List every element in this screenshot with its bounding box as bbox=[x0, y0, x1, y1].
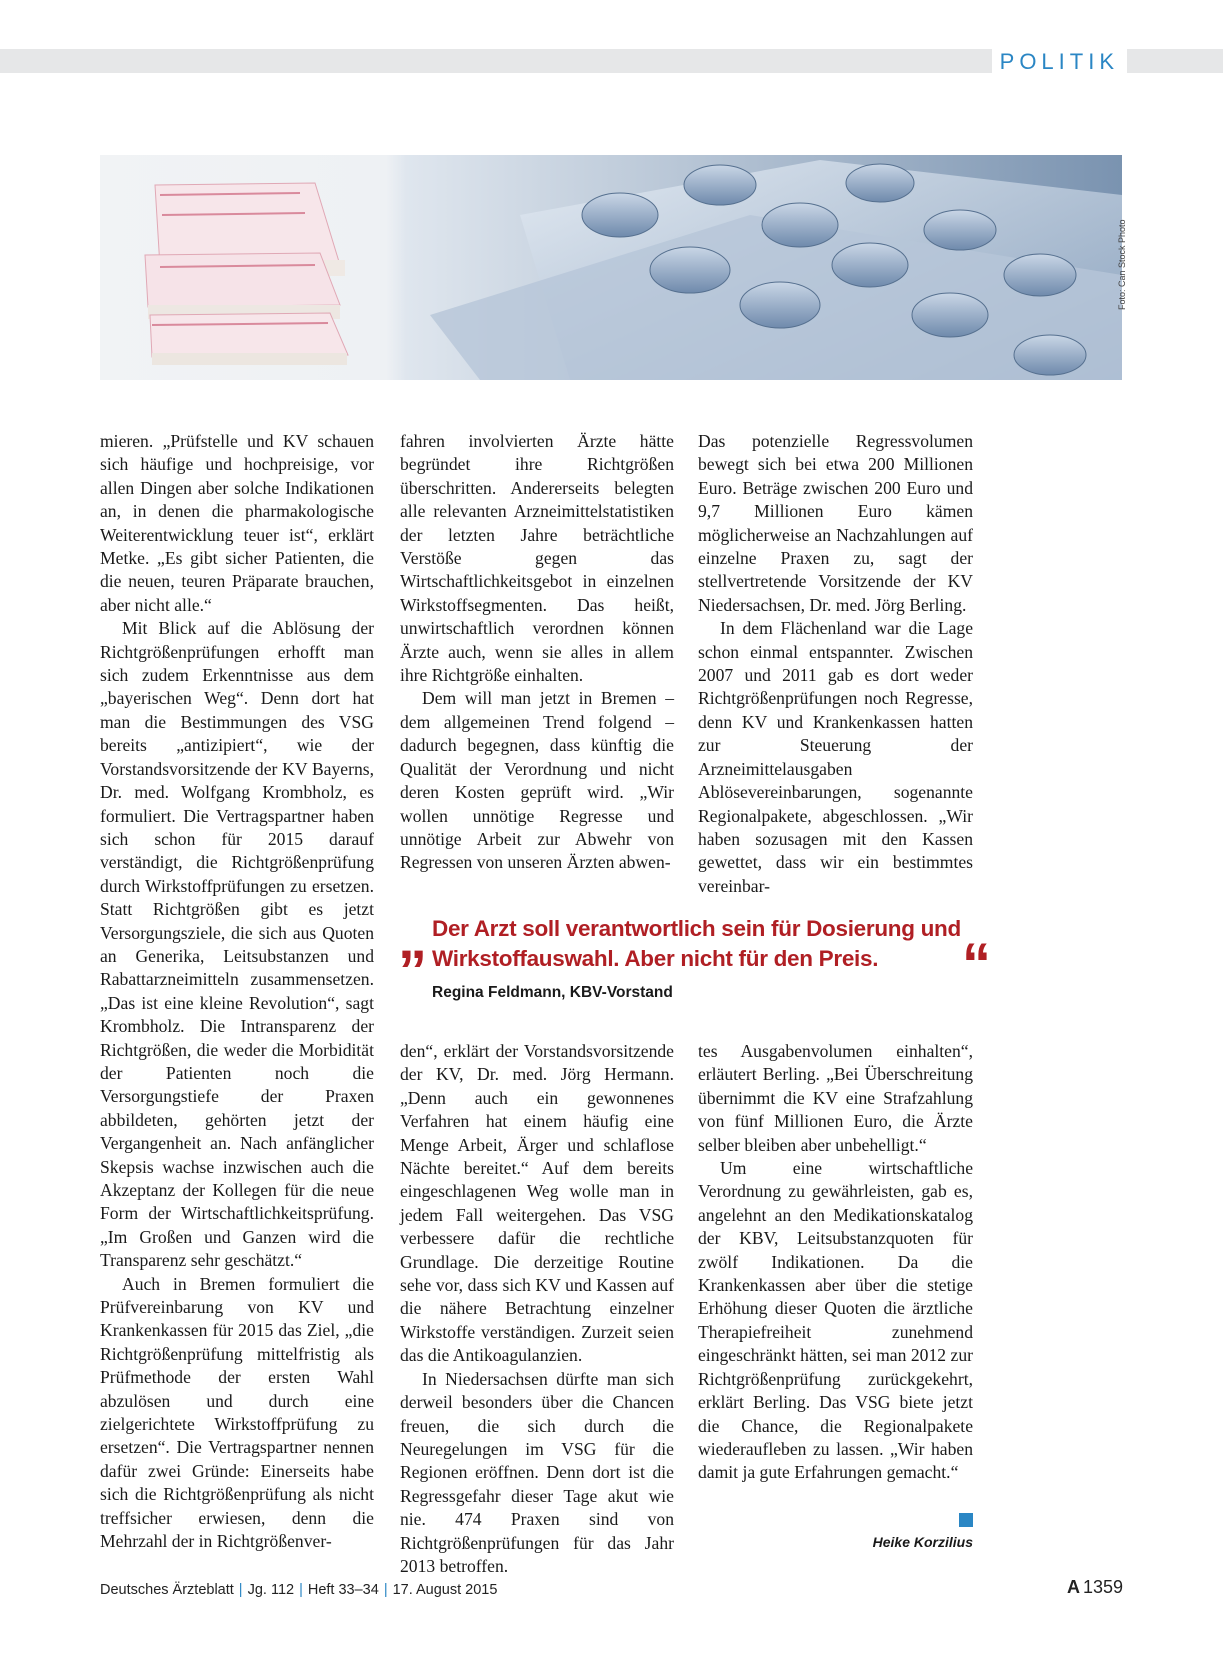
author-name: Heike Korzilius bbox=[872, 1534, 973, 1550]
separator: | bbox=[238, 1582, 243, 1598]
pull-quote-text: Der Arzt soll verantwortlich sein für Dosierung und Wirkstoffauswahl. Aber nicht für den Preis. bbox=[432, 916, 961, 971]
paragraph: Das potenzielle Regressvolumen bewegt sich bei etwa 200 Millionen Euro. Beträge zwischen 200 Euro und 9,7 Millionen Euro kämen möglicherweise an Nachzahlungen auf einzelne Praxen zu, sagt der stellvertretende Vorsitzende der KV Niedersachsen, Dr. med. Jörg Berling. bbox=[698, 431, 973, 615]
article-column-3-top bbox=[698, 430, 973, 898]
opening-quote-mark: „ bbox=[398, 906, 427, 971]
article-column-2-bottom bbox=[400, 1040, 674, 1578]
paragraph: Mit Blick auf die Ablösung der Richtgrößenprüfungen erhofft man sich zudem Erkenntnisse aus dem „bayerischen Weg“. Denn dort hat man die Bestimmungen des VSG bereits „antizipiert“, wie der Vorstandsvorsitzende der KV Bayerns, Dr. med. Wolfgang Krombholz, es formuliert. Die Vertragspartner haben sich schon für 2015 darauf verständigt, die Richtgrößenprüfung durch Wirkstoffprüfungen zu ersetzen. Statt Richtgrößen gibt es jetzt Versorgungsziele, die sich aus Quoten an Generika, Leitsubstanzen und Rabattarzneimitteln zusammensetzen. „Das ist eine kleine Revolution“, sagt Krombholz. Die Intransparenz der Richtgrößen, die weder die Morbidität der Patienten noch die Versorgungstiefe der Praxen abbildeten, gehörten jetzt der Vergangenheit an. Nach anfänglicher Skepsis wachse inzwischen auch die Akzeptanz der Kollegen für die neue Form der Wirtschaftlichkeitsprüfung. „Im Großen und Ganzen wird die Transparenz sehr geschätzt.“ bbox=[100, 618, 374, 1271]
paragraph: Dem will man jetzt in Bremen – dem allgemeinen Trend folgend – dadurch begegnen, dass künftig die Qualität der Verordnung und nicht deren Kosten geprüft wird. „Wir wollen unnötige Regresse und unnötige Arbeit zur Abwehr von Regressen von unseren Ärzten abwen- bbox=[400, 688, 674, 873]
footer bbox=[100, 1582, 497, 1598]
separator: | bbox=[383, 1582, 388, 1598]
paragraph: fahren involvierten Ärzte hätte begründet ihre Richtgrößen überschritten. Andererseits belegten alle relevanten Arzneimittelstatistiken der letzten Jahre beträchtliche Verstöße gegen das Wirtschaftlichkeitsgebot in einzelnen Wirkstoffsegmenten. Das heißt, unwirtschaftlich verordnen können Ärzte auch, wenn sie alles in allem ihre Richtgröße einhalten. bbox=[400, 431, 674, 686]
article-end-marker bbox=[959, 1513, 973, 1527]
pull-quote-source: Regina Feldmann, KBV-Vorstand bbox=[432, 984, 673, 1001]
publication-name: Deutsches Ärzteblatt bbox=[100, 1582, 234, 1598]
paragraph: den“, erklärt der Vorstandsvorsitzende der KV, Dr. med. Jörg Hermann. „Denn auch ein gewonnenes Verfahren hat einem häufig eine Menge Arbeit, Ärger und schlaflose Nächte bereitet.“ Auf dem bereits eingeschlagenen Weg wolle man in jedem Fall weitergehen. Das VSG verbessere dafür die rechtliche Grundlage. Die derzeitige Routine sehe vor, dass sich KV und Kassen auf die nähere Betrachtung einzelner Wirkstoffe verständigen. Zurzeit seien das die Antikoagulanzien. bbox=[400, 1041, 674, 1366]
section-label: POLITIK bbox=[992, 48, 1127, 76]
paragraph: tes Ausgabenvolumen einhalten“, erläutert Berling. „Bei Überschreitung übernimmt die KV eine Strafzahlung von fünf Millionen Euro, die Ärzte selber bleiben aber unbehelligt.“ bbox=[698, 1041, 973, 1155]
paragraph: In dem Flächenland war die Lage schon einmal entspannter. Zwischen 2007 und 2011 gab es dort weder Richtgrößenprüfungen noch Regresse, denn KV und Krankenkassen hatten zur Steuerung der Arzneimittelausgaben Ablösevereinbarungen, sogenannte Regionalpakete, abgeschlossen. „Wir haben sozusagen mit den Kassen gewettet, dass wir ein bestimmtes vereinbar- bbox=[698, 618, 973, 896]
paragraph: Auch in Bremen formuliert die Prüfvereinbarung von KV und Krankenkassen für 2015 das Ziel, „die Richtgrößenprüfung mittelfristig als Prüfmethode der ersten Wahl abzulösen und durch eine zielgerichtete Wirkstoffprüfung zu ersetzen“. Die Vertragspartner nennen dafür zwei Gründe: Einerseits habe sich die Richtgrößenprüfung als nicht treffsicher erwiesen, denn die Mehrzahl der in Richtgrößenver- bbox=[100, 1273, 374, 1552]
article-column-2-top bbox=[400, 430, 674, 875]
page-number bbox=[1067, 1577, 1123, 1598]
closing-quote-mark: “ bbox=[962, 932, 991, 997]
photo-credit: Foto: Can Stock Photo bbox=[1117, 219, 1127, 310]
issue: Heft 33–34 bbox=[307, 1582, 379, 1598]
article-photo bbox=[100, 155, 1122, 380]
volume: Jg. 112 bbox=[247, 1582, 295, 1598]
prescription-forms-icon bbox=[145, 183, 348, 365]
separator: | bbox=[299, 1582, 303, 1598]
paragraph: mieren. „Prüfstelle und KV schauen sich häufige und hochpreisige, vor allen Dingen aber solche Indikationen an, in denen die pharmakologische Weiterentwicklung teuer ist“, erklärt Metke. „Es gibt sicher Patienten, die die neuen, teuren Präparate brauchen, aber nicht alle.“ bbox=[100, 431, 374, 615]
paragraph: Um eine wirtschaftliche Verordnung zu gewährleisten, gab es, angelehnt an den Medikationskatalog der KBV, Leitsubstanzquoten für zwölf Indikationen. Da die Krankenkassen aber über die stetige Erhöhung dieser Quoten die ärztliche Therapiefreiheit zunehmend eingeschränkt hätten, sei man 2012 zur Richtgrößenprüfung zurückgekehrt, erklärt Berling. Das VSG biete jetzt die Chance, die Regionalpakete wiederaufleben zu lassen. „Wir haben damit ja gute Erfahrungen gemacht.“ bbox=[698, 1158, 973, 1483]
paragraph: In Niedersachsen dürfte man sich derweil besonders über die Chancen freuen, die sich durch die Neuregelungen im VSG für die Regionen eröffnen. Denn dort ist die Regressgefahr dieser Tage akut wie nie. 474 Praxen sind von Richtgrößenprüfungen für das Jahr 2013 betroffen. bbox=[400, 1368, 674, 1576]
article-column-3-bottom bbox=[698, 1040, 973, 1485]
page-number-value: 1359 bbox=[1082, 1577, 1123, 1597]
article-column-1 bbox=[100, 430, 374, 1554]
page-prefix: A bbox=[1066, 1577, 1080, 1597]
issue-date: 17. August 2015 bbox=[392, 1582, 498, 1598]
